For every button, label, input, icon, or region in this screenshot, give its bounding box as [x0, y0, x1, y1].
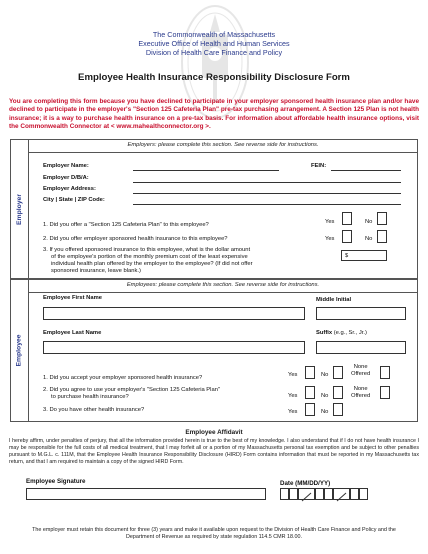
- employee-q3-yes-label: Yes: [288, 409, 298, 415]
- employer-q3-line-1: 3. If you offered sponsored insurance to this employee, what is the dollar amount: [43, 247, 251, 253]
- date-separator-2: [333, 488, 350, 500]
- date-month-digit-1[interactable]: [280, 488, 289, 500]
- employee-instructions-note: Employees: please complete this section. See reverse side for instructions.: [126, 282, 320, 288]
- employee-q2-none-offered-checkbox[interactable]: [380, 386, 390, 399]
- employee-question-2: [43, 387, 220, 401]
- slash-icon: [334, 492, 349, 502]
- employer-question-3: [43, 247, 253, 275]
- header-line-division: Division of Health Care Finance and Policy: [145, 48, 283, 57]
- employer-note-divider: [29, 152, 417, 153]
- last-name-label: Employee Last Name: [43, 330, 102, 336]
- employee-q1-none-offered-label: [351, 364, 370, 378]
- employer-q2-no-label: No: [365, 236, 373, 242]
- employee-q3-no-checkbox[interactable]: [333, 403, 343, 416]
- date-day-digit-2[interactable]: [324, 488, 333, 500]
- header-line-commonwealth: The Commonwealth of Massachusetts: [152, 30, 276, 39]
- employee-q3-no-label: No: [321, 409, 329, 415]
- employee-q2-no-checkbox[interactable]: [333, 386, 343, 399]
- employer-side-label: [11, 140, 29, 278]
- suffix-hint: (e.g., Sr., Jr.): [332, 330, 367, 336]
- date-separator-1: [298, 488, 315, 500]
- employer-q3-line-2: of the employee's portion of the monthly premium cost of the least expensive: [51, 254, 248, 260]
- employer-instructions-note: Employers: please complete this section. See reverse side for instructions.: [127, 142, 319, 148]
- employer-side-label-text: Employer: [16, 193, 24, 225]
- employer-q1-no-label: No: [365, 219, 373, 225]
- retention-footer: The employer must retain this document for three (3) years and make it available upon request to the Division of Health Care Finance and Policy and the Department of Revenue as required by state regulation 114.5 CMR 18.00.: [32, 527, 396, 540]
- employee-signature-field[interactable]: [26, 488, 266, 500]
- employer-address-label: Employer Address:: [43, 186, 96, 192]
- date-year-digit-1[interactable]: [350, 488, 359, 500]
- date-label: Date (MM/DD/YY): [280, 480, 331, 487]
- city-state-zip-field[interactable]: [133, 204, 401, 205]
- employee-section: [10, 279, 418, 422]
- employee-side-label: [11, 280, 29, 421]
- employee-q2-line-2: to purchase health insurance?: [51, 394, 129, 400]
- employer-question-1: 1. Did you offer a "Section 125 Cafeteria Plan" to this employee?: [43, 222, 209, 228]
- fein-field[interactable]: [331, 170, 401, 171]
- employee-q3-yes-checkbox[interactable]: [305, 403, 315, 416]
- employer-address-field[interactable]: [133, 193, 401, 194]
- date-month-digit-2[interactable]: [289, 488, 298, 500]
- form-title: Employee Health Insurance Responsibility Disclosure Form: [78, 72, 350, 83]
- employee-q1-no-label: No: [321, 372, 329, 378]
- employee-note-divider: [29, 292, 417, 293]
- employer-question-2: 2. Did you offer employer sponsored health insurance to this employee?: [43, 236, 228, 242]
- employer-q2-yes-checkbox[interactable]: [342, 230, 352, 243]
- first-name-label: Employee First Name: [43, 295, 102, 301]
- intro-paragraph: You are completing this form because you have declined to participate in your employer sponsored health insurance plan and/or have declined to participate in the employer's "Section 125 Cafeteria Plan" pre-tax purchasing arrangement. A Section 125 Plan is not health insurance; it is a way to purchase health insurance on a pre-tax basis. For information about affordable health insurance options, visit the Commonwealth Connector at < www.mahealthconnector.org >.: [9, 98, 419, 131]
- employer-q3-line-4: sponsored insurance, leave blank.): [51, 268, 141, 274]
- employer-section: [10, 139, 418, 279]
- employee-question-1: 1. Did you accept your employer sponsored health insurance?: [43, 375, 203, 381]
- suffix-label-text: Suffix: [316, 330, 333, 336]
- city-state-zip-label: City | State | ZIP Code:: [43, 197, 105, 203]
- date-year-digit-2[interactable]: [359, 488, 368, 500]
- offered-word: Offered: [351, 371, 371, 377]
- premium-amount-input[interactable]: [341, 250, 387, 261]
- affidavit-title: Employee Affidavit: [185, 429, 243, 436]
- employee-q2-none-offered-label: [351, 386, 370, 400]
- employee-q1-yes-label: Yes: [288, 372, 298, 378]
- employee-q2-no-label: No: [321, 393, 329, 399]
- employer-name-field[interactable]: [133, 170, 279, 171]
- employee-signature-label: Employee Signature: [26, 478, 86, 485]
- employee-question-3: 3. Do you have other health insurance?: [43, 407, 145, 413]
- agency-header: [0, 30, 428, 57]
- employer-dba-label: Employer D/B/A:: [43, 175, 89, 181]
- employee-q2-line-1: 2. Did you agree to use your employer's "Section 125 Cafeteria Plan": [43, 387, 220, 393]
- first-name-input[interactable]: [43, 307, 305, 320]
- suffix-label: [316, 330, 367, 336]
- employee-q1-yes-checkbox[interactable]: [305, 366, 315, 379]
- slash-icon: [299, 492, 314, 502]
- employer-q2-yes-label: Yes: [325, 236, 335, 242]
- employee-q2-yes-checkbox[interactable]: [305, 386, 315, 399]
- fein-label: FEIN:: [311, 163, 327, 169]
- date-day-digit-1[interactable]: [315, 488, 324, 500]
- employer-q1-no-checkbox[interactable]: [377, 212, 387, 225]
- employer-dba-field[interactable]: [133, 182, 401, 183]
- employee-q1-no-checkbox[interactable]: [333, 366, 343, 379]
- offered-word: Offered: [351, 393, 371, 399]
- last-name-input[interactable]: [43, 341, 305, 354]
- employee-side-label-text: Employee: [16, 334, 24, 367]
- affidavit-text: I hereby affirm, under penalties of perjury, that all the information provided herein is true to the best of my knowledge. I also understand that if I do not have health insurance I may be responsible for the full costs of all medical treatment, that I may forfeit all or a portion of my Massachusetts personal tax exemption and be subject to other penalties pursuant to M.G.L. c. 111M, that the Employee Health Insurance Responsibility Disclosure (HIRD) Form contains information that must be reported in my Massachusetts tax return, and that I am required to maintain a copy of the signed HIRD Form.: [9, 438, 419, 465]
- employer-q2-no-checkbox[interactable]: [377, 230, 387, 243]
- header-line-executive-office: Executive Office of Health and Human Services: [138, 39, 290, 48]
- none-word: None: [353, 364, 368, 370]
- none-word: None: [353, 386, 368, 392]
- dollar-sign: $: [345, 253, 349, 259]
- employer-q1-yes-label: Yes: [325, 219, 335, 225]
- employer-q3-line-3: individual health plan offered by the employer to the employee? (If did not offer: [51, 261, 253, 267]
- suffix-input[interactable]: [316, 341, 406, 354]
- employee-q1-none-offered-checkbox[interactable]: [380, 366, 390, 379]
- employee-q2-yes-label: Yes: [288, 393, 298, 399]
- employer-q1-yes-checkbox[interactable]: [342, 212, 352, 225]
- employer-name-label: Employer Name:: [43, 163, 89, 169]
- middle-initial-input[interactable]: [316, 307, 406, 320]
- middle-initial-label: Middle Initial: [316, 297, 352, 303]
